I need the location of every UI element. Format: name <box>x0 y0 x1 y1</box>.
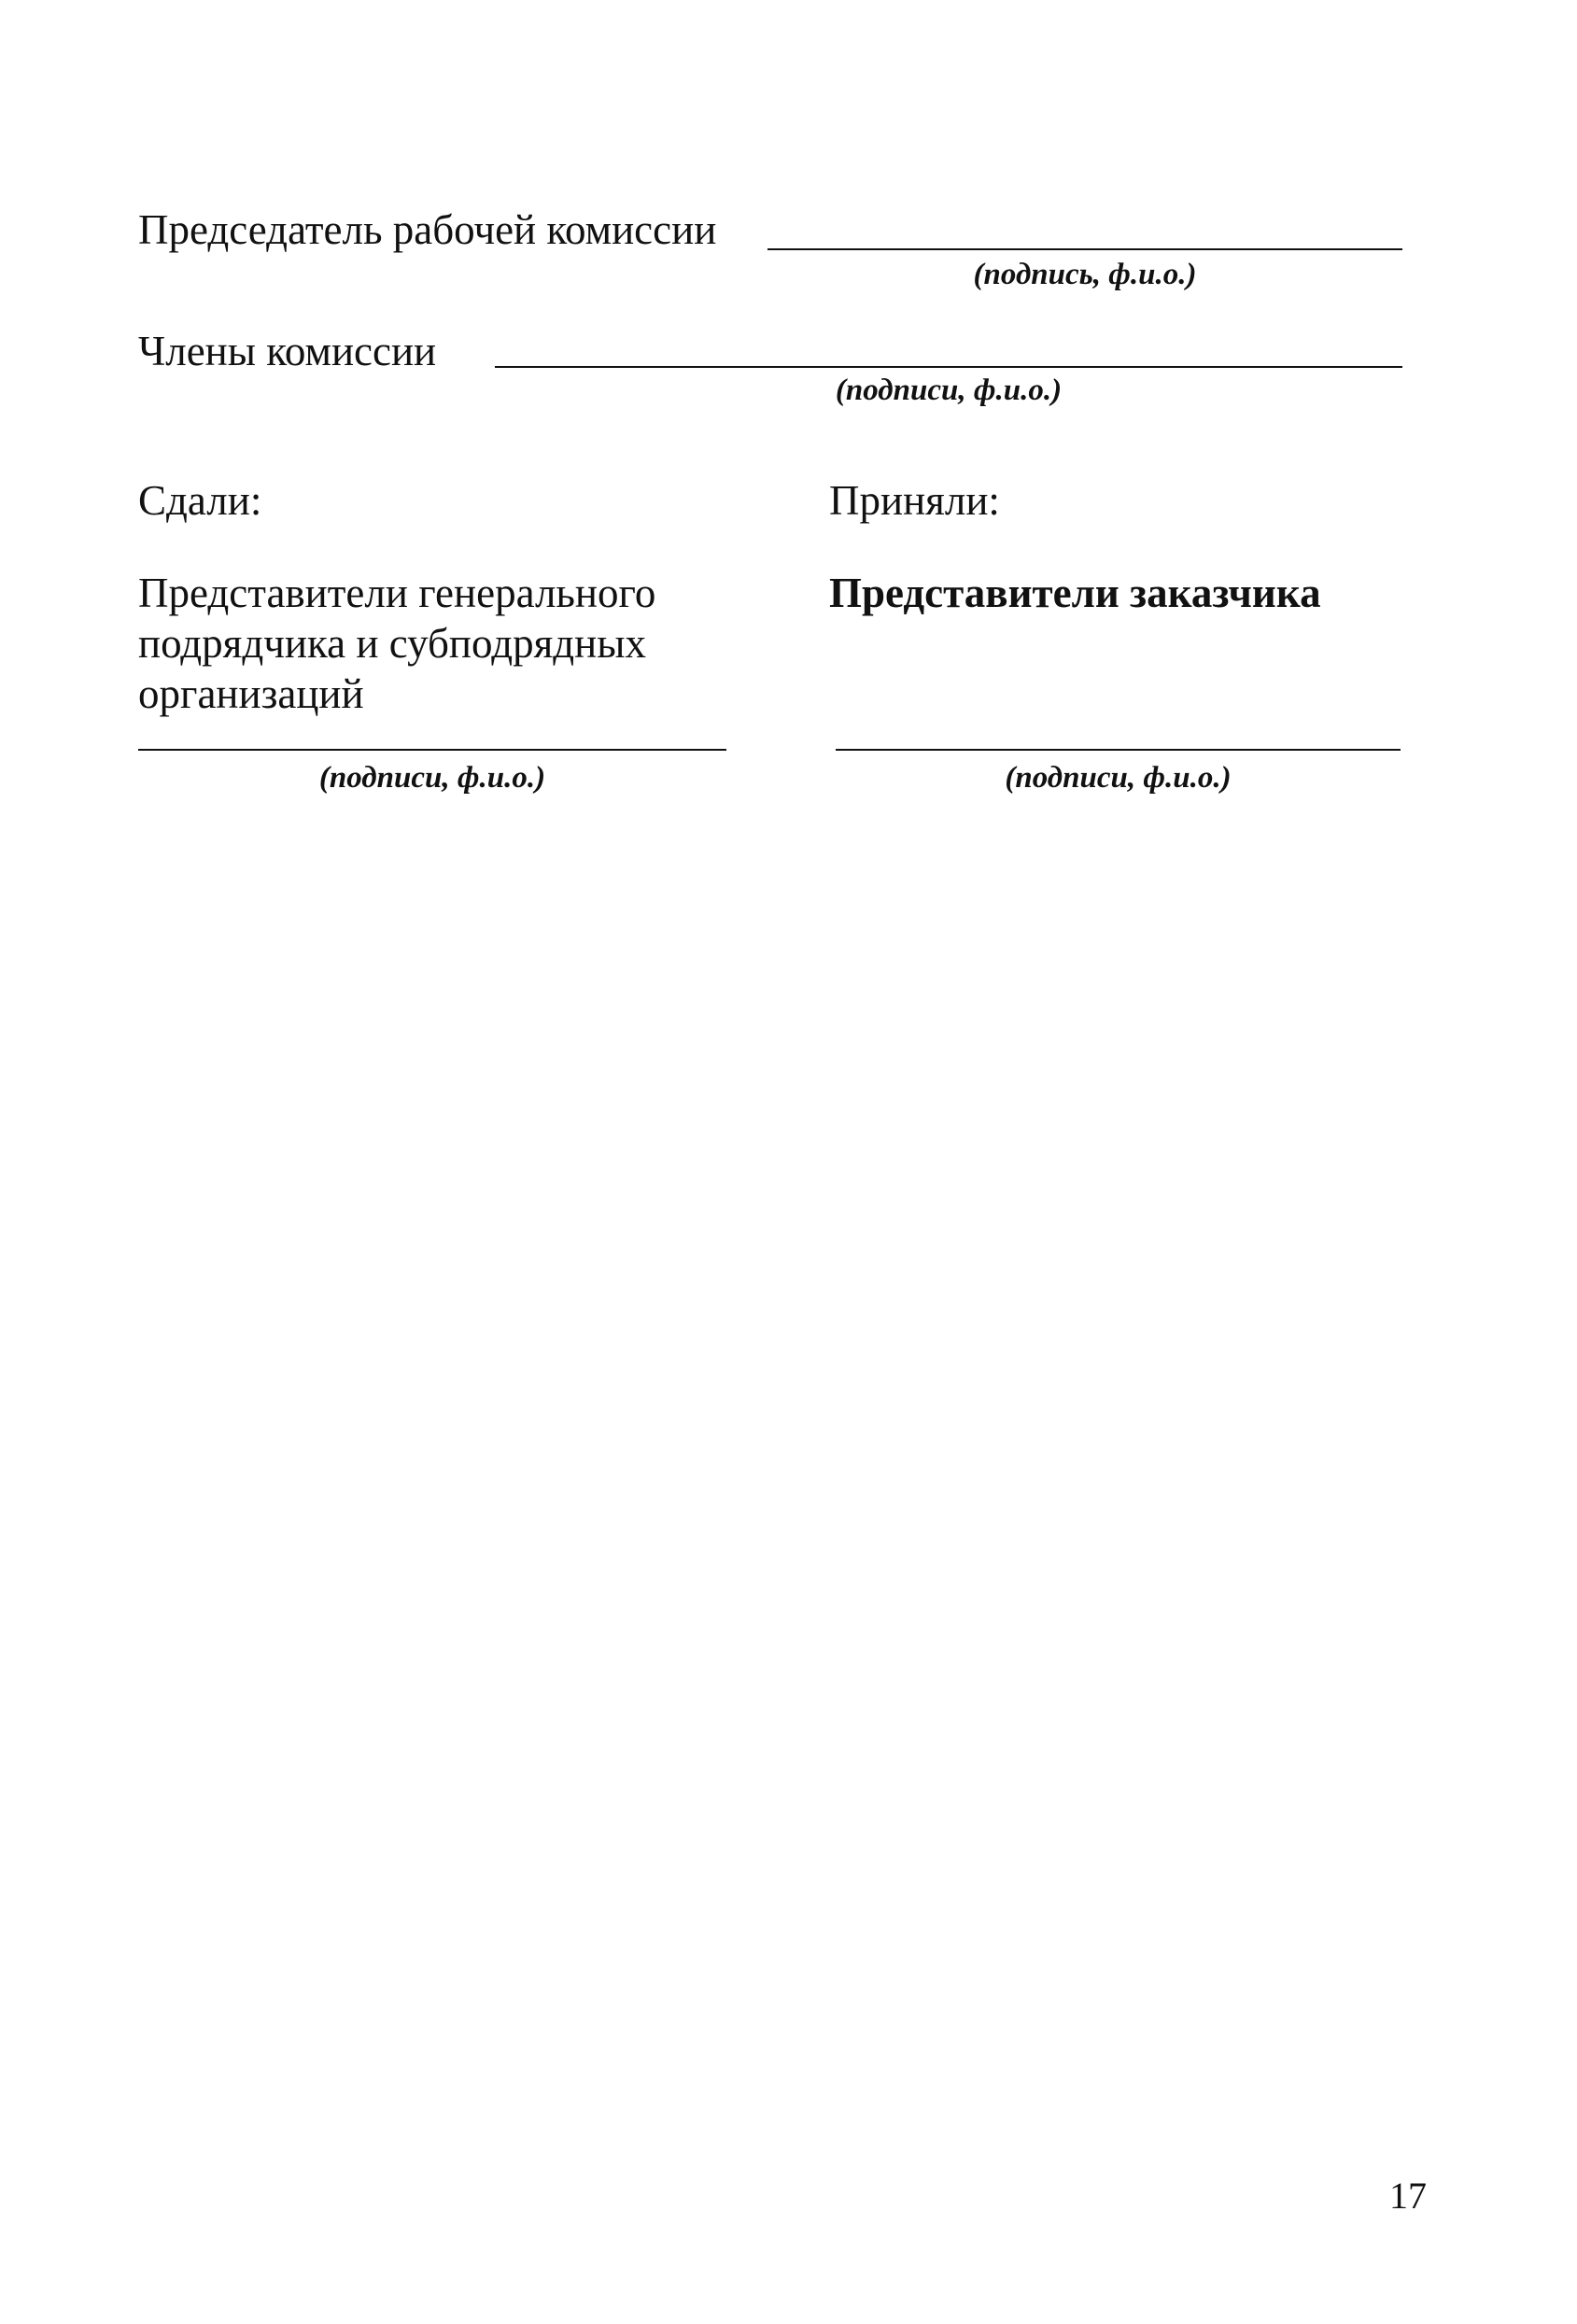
members-signature-line <box>495 366 1402 368</box>
handed-over-signature-caption: (подписи, ф.и.о.) <box>318 761 546 795</box>
members-label: Члены комиссии <box>138 328 437 374</box>
handed-over-heading: Сдали: <box>138 477 262 524</box>
accepted-representatives: Представители заказчика <box>829 570 1321 616</box>
accepted-heading: Приняли: <box>829 477 1000 524</box>
members-signature-caption: (подписи, ф.и.о.) <box>835 373 1063 407</box>
chairman-signature-caption: (подпись, ф.и.о.) <box>973 258 1197 291</box>
accepted-signature-line <box>836 749 1401 751</box>
chairman-signature-line <box>767 248 1402 250</box>
handed-over-representatives: Представители генерального подрядчика и субподрядных организаций <box>138 570 656 717</box>
page-number: 17 <box>1389 2175 1427 2217</box>
accepted-signature-caption: (подписи, ф.и.о.) <box>1005 761 1232 795</box>
chairman-label: Председатель рабочей комиссии <box>138 206 717 253</box>
handed-over-signature-line <box>138 749 726 751</box>
